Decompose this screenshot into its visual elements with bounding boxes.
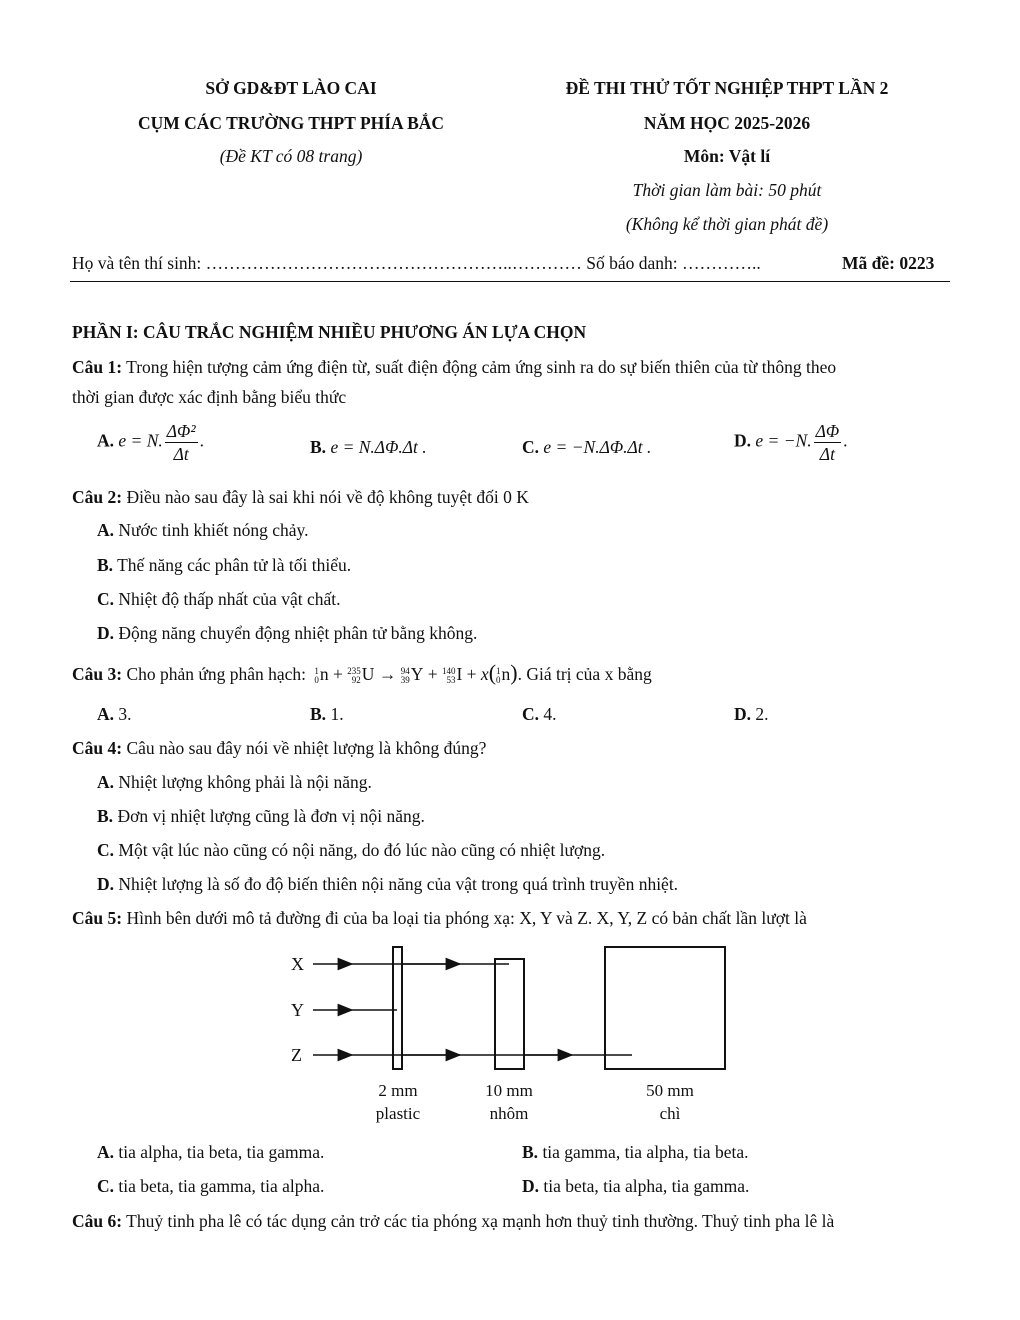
exam-code: Mã đề: 0223 [842, 253, 935, 273]
question-6-stem: Câu 6: Thuỷ tinh pha lê có tác dụng cản trở các tia phóng xạ mạnh hơn thuỷ tinh thường. Thuỷ tinh pha lê là [72, 1211, 835, 1231]
aluminium-label: nhôm [489, 1104, 529, 1123]
school-cluster: CỤM CÁC TRƯỜNG THPT PHÍA BẮC [137, 113, 445, 133]
question-2-option-c: C. Nhiệt độ thấp nhất của vật chất. [97, 589, 341, 609]
exam-title: ĐỀ THI THỬ TỐT NGHIỆP THPT LẦN 2 [565, 78, 889, 98]
section-title: PHẦN I: CÂU TRẮC NGHIỆM NHIỀU PHƯƠNG ÁN LỰA CHỌN [72, 322, 587, 342]
time-limit: Thời gian làm bài: 50 phút [632, 180, 822, 200]
question-1-label: Câu 1: [72, 357, 123, 377]
school-department: SỞ GD&ĐT LÀO CAI [205, 78, 377, 98]
question-1-option-b: B. e = N.ΔΦ.Δt . [310, 437, 427, 457]
question-1-option-a: A. e = N. $\frac{\text{ΔΦ²}}{\Delta t}$ . [97, 421, 204, 464]
question-4-option-a: A. Nhiệt lượng không phải là nội năng. [97, 772, 372, 792]
ray-label-z: Z [291, 1045, 302, 1065]
aluminium-plate [495, 959, 524, 1069]
lead-label: chì [659, 1104, 681, 1123]
lead-thickness: 50 mm [646, 1081, 694, 1100]
fission-equation: 1 0 n + 235 92 U → 94 39 Y + 140 53 I + x( 1 0 n) [314, 660, 518, 685]
aluminium-thickness: 10 mm [485, 1081, 533, 1100]
question-2-stem: Câu 2: Điều nào sau đây là sai khi nói về độ không tuyệt đối 0 K [72, 487, 529, 507]
header-divider [70, 281, 950, 282]
question-3-option-b: B. 1. [310, 704, 344, 724]
time-note: (Không kể thời gian phát đề) [625, 214, 829, 234]
question-3-stem: Câu 3: Cho phản ứng phân hạch: 1 0 n + 235 92 U → 94 39 Y + 140 53 I + x( 1 0 n). Giá trị của x bằng [72, 660, 652, 685]
radiation-penetration-figure [280, 942, 740, 1127]
question-3-option-c: C. 4. [522, 704, 557, 724]
question-2-option-b: B. Thế năng các phân tử là tối thiểu. [97, 555, 352, 575]
subject: Môn: Vật lí [683, 146, 771, 166]
question-4-option-b: B. Đơn vị nhiệt lượng cũng là đơn vị nội năng. [97, 806, 425, 826]
plastic-label: plastic [375, 1104, 421, 1123]
question-5-option-d: D. tia beta, tia alpha, tia gamma. [522, 1176, 750, 1196]
question-5-option-c: C. tia beta, tia gamma, tia alpha. [97, 1176, 325, 1196]
lead-block [605, 947, 725, 1069]
question-2-option-a: A. Nước tinh khiết nóng chảy. [97, 520, 309, 540]
question-2-option-d: D. Động năng chuyển động nhiệt phân tử bằng không. [97, 623, 478, 643]
ray-label-x: X [291, 954, 304, 974]
plastic-plate [393, 947, 402, 1069]
question-1-line1: Câu 1: Trong hiện tượng cảm ứng điện từ, suất điện động cảm ứng sinh ra do sự biến thiên của từ thông theo [72, 357, 837, 377]
school-year: NĂM HỌC 2025-2026 [643, 113, 811, 133]
page-count-note: (Đề KT có 08 trang) [219, 146, 363, 166]
question-5-option-a: A. tia alpha, tia beta, tia gamma. [97, 1142, 325, 1162]
question-3-option-d: D. 2. [734, 704, 769, 724]
question-1-option-c: C. e = −N.ΔΦ.Δt . [522, 437, 652, 457]
plastic-thickness: 2 mm [378, 1081, 418, 1100]
ray-label-y: Y [291, 1000, 304, 1020]
question-5-option-b: B. tia gamma, tia alpha, tia beta. [522, 1142, 749, 1162]
question-4-option-d: D. Nhiệt lượng là số đo độ biến thiên nội năng của vật trong quá trình truyền nhiệt. [97, 874, 679, 894]
question-5-stem: Câu 5: Hình bên dưới mô tả đường đi của ba loại tia phóng xạ: X, Y và Z. X, Y, Z có bản chất lần lượt là [72, 908, 807, 928]
candidate-info-line: Họ và tên thí sinh: ……………………………………………..………… Số báo danh: ………….. [72, 253, 761, 273]
question-4-stem: Câu 4: Câu nào sau đây nói về nhiệt lượng là không đúng? [72, 738, 487, 758]
question-4-option-c: C. Một vật lúc nào cũng có nội năng, do đó lúc nào cũng có nhiệt lượng. [97, 840, 606, 860]
question-3-option-a: A. 3. [97, 704, 132, 724]
question-1-option-d: D. e = −N. $\frac{\Delta\Phi}{\Delta t}$ . [734, 421, 848, 464]
question-1-line2: thời gian được xác định bằng biểu thức [72, 387, 347, 407]
